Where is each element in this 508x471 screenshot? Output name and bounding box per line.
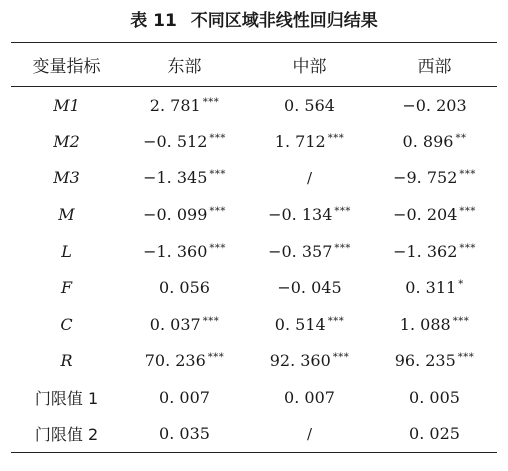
- header-row: [11, 43, 497, 87]
- cell-west: [372, 160, 497, 197]
- table-row: [11, 87, 497, 124]
- coefficient-value: 92. 360: [269, 351, 331, 371]
- coefficient-value: 0. 037: [149, 314, 201, 334]
- cell-central: [247, 87, 372, 124]
- significance-stars: ***: [459, 169, 476, 181]
- table-row: [11, 306, 497, 343]
- cell-west: [372, 306, 497, 343]
- significance-stars: ***: [209, 132, 226, 144]
- significance-stars: ***: [327, 315, 345, 327]
- significance-stars: ***: [459, 242, 476, 254]
- coefficient-value: 1. 088: [399, 314, 451, 334]
- table-title: 不同区域非线性回归结果: [190, 11, 378, 31]
- cell-east: [122, 87, 247, 124]
- variable-label: C: [60, 314, 73, 334]
- coefficient-value: 0. 025: [409, 424, 460, 444]
- cell-east: [122, 160, 247, 197]
- coefficient-value: 2. 781: [149, 95, 201, 115]
- coefficient-value: −1. 345: [143, 168, 208, 188]
- cell-west: [372, 379, 497, 416]
- cell-east: [122, 343, 247, 380]
- coefficient-value: /: [306, 425, 313, 444]
- variable-label: F: [60, 278, 73, 298]
- significance-stars: ***: [334, 242, 351, 254]
- coefficient-value: 0. 564: [284, 95, 335, 115]
- significance-stars: ***: [202, 96, 220, 108]
- significance-stars: ***: [334, 206, 351, 218]
- variable-label: L: [61, 241, 72, 261]
- significance-stars: ***: [209, 169, 226, 181]
- table-row: [11, 343, 497, 380]
- coefficient-value: −0. 203: [402, 95, 467, 115]
- significance-stars: *: [458, 279, 464, 291]
- cell-central: [247, 196, 372, 233]
- significance-stars: ***: [327, 132, 345, 144]
- cell-west: [372, 233, 497, 270]
- table-row: [11, 269, 497, 306]
- cell-east: [122, 416, 247, 453]
- cell-west: [372, 196, 497, 233]
- results-table: [11, 42, 497, 453]
- cell-central: [247, 343, 372, 380]
- table-row: [11, 196, 497, 233]
- cell-east: [122, 233, 247, 270]
- cell-central: [247, 269, 372, 306]
- variable-label: M: [58, 205, 75, 225]
- significance-stars: **: [455, 132, 467, 144]
- coefficient-value: 0. 514: [274, 314, 326, 334]
- significance-stars: ***: [209, 242, 226, 254]
- table-row: [11, 123, 497, 160]
- cell-east: [122, 306, 247, 343]
- cell-west: [372, 416, 497, 453]
- cell-west: [372, 343, 497, 380]
- cell-central: [247, 123, 372, 160]
- coefficient-value: 0. 007: [284, 388, 335, 408]
- variable-label: 门限值 1: [34, 389, 99, 409]
- table-number: 表 11: [130, 11, 177, 31]
- coefficient-value: −1. 360: [143, 241, 208, 261]
- coefficient-value: −0. 134: [268, 205, 333, 225]
- significance-stars: ***: [452, 315, 470, 327]
- header-east: 东部: [122, 43, 247, 87]
- coefficient-value: 0. 311: [405, 278, 457, 298]
- cell-central: [247, 160, 372, 197]
- significance-stars: ***: [202, 315, 220, 327]
- coefficient-value: 96. 235: [394, 351, 456, 371]
- cell-east: [122, 196, 247, 233]
- cell-west: [372, 269, 497, 306]
- table-row: [11, 233, 497, 270]
- coefficient-value: 0. 896: [402, 131, 454, 151]
- cell-east: [122, 379, 247, 416]
- coefficient-value: −0. 357: [268, 241, 333, 261]
- coefficient-value: −0. 204: [393, 205, 458, 225]
- cell-central: [247, 306, 372, 343]
- significance-stars: ***: [332, 352, 350, 364]
- header-variable: 变量指标: [11, 43, 122, 87]
- variable-label: R: [60, 351, 73, 371]
- cell-east: [122, 123, 247, 160]
- variable-label: 门限值 2: [11, 416, 122, 453]
- cell-central: [247, 379, 372, 416]
- coefficient-value: −1. 362: [393, 241, 458, 261]
- header-central: 中部: [247, 43, 372, 87]
- table-row: [11, 160, 497, 197]
- coefficient-value: 0. 005: [409, 388, 460, 408]
- coefficient-value: −0. 512: [143, 131, 208, 151]
- coefficient-value: /: [306, 169, 313, 188]
- coefficient-value: 0. 056: [159, 278, 210, 298]
- header-west: 西部: [372, 43, 497, 87]
- coefficient-value: −0. 099: [143, 205, 208, 225]
- significance-stars: ***: [207, 352, 225, 364]
- cell-west: [372, 123, 497, 160]
- table-body: [11, 87, 497, 453]
- coefficient-value: 0. 035: [159, 424, 210, 444]
- coefficient-value: 1. 712: [274, 131, 326, 151]
- table-row: [11, 379, 497, 416]
- coefficient-value: −9. 752: [393, 168, 458, 188]
- table-row: [11, 416, 497, 453]
- cell-central: [247, 416, 372, 453]
- variable-label: M3: [53, 168, 80, 188]
- significance-stars: ***: [209, 206, 226, 218]
- coefficient-value: 70. 236: [144, 351, 206, 371]
- table-caption: [0, 6, 508, 36]
- coefficient-value: 0. 007: [159, 388, 210, 408]
- significance-stars: ***: [457, 352, 475, 364]
- variable-label: M1: [53, 95, 80, 115]
- coefficient-value: −0. 045: [277, 278, 342, 298]
- variable-label: M2: [53, 131, 80, 151]
- cell-east: [122, 269, 247, 306]
- cell-central: [247, 233, 372, 270]
- cell-west: [372, 87, 497, 124]
- significance-stars: ***: [459, 206, 476, 218]
